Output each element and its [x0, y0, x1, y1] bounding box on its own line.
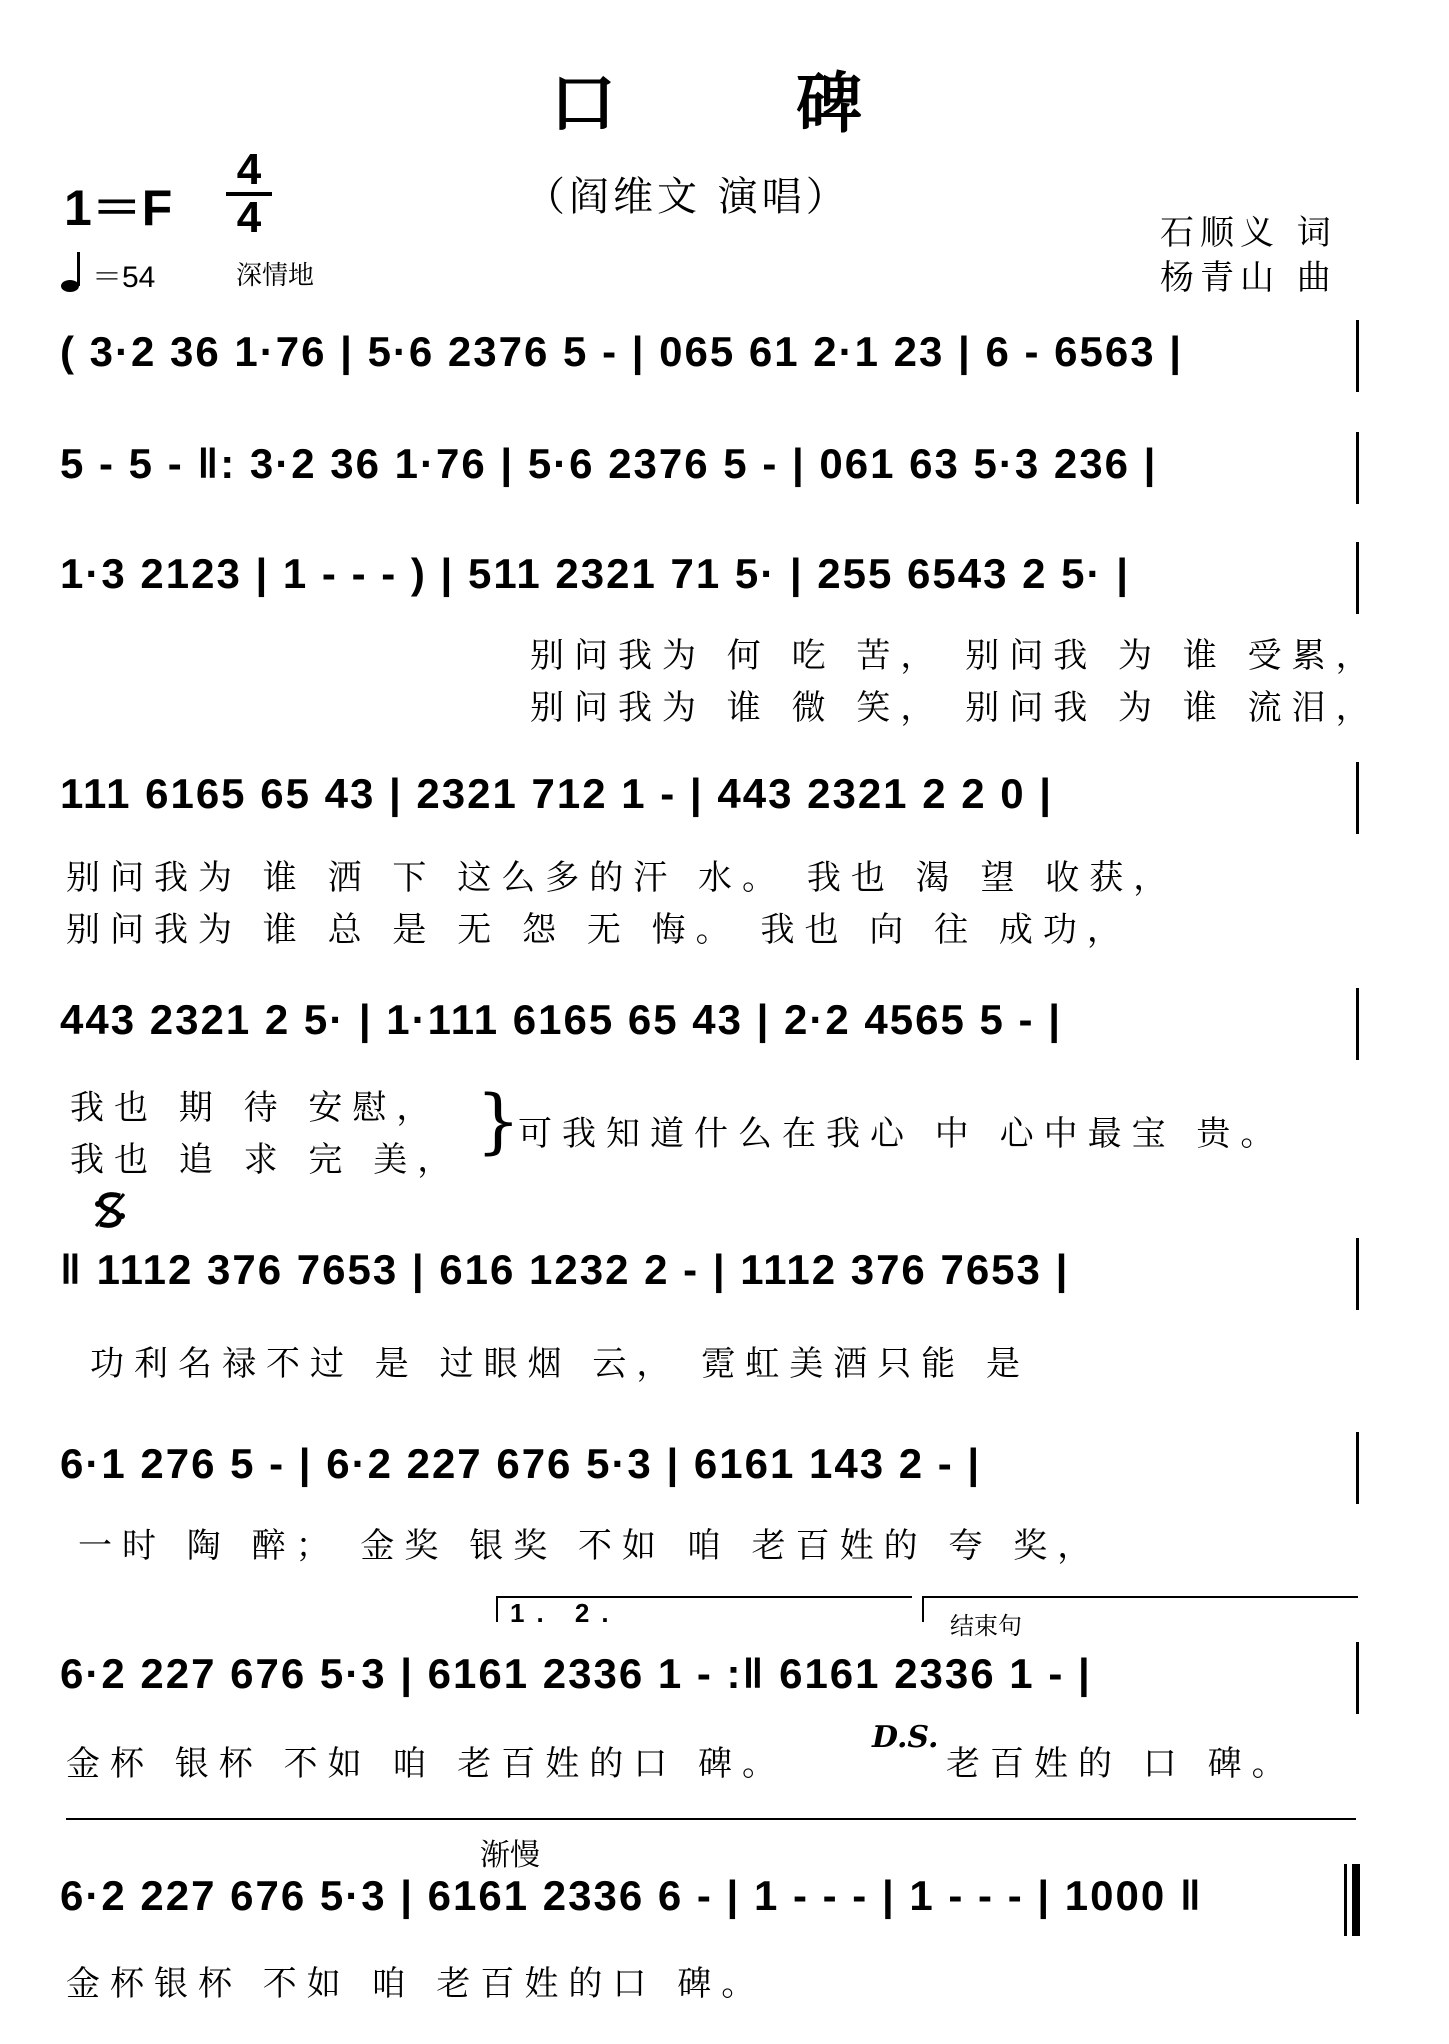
score-system-8: 6·2 227 676 5·3 | 6161 2336 1 - :‖ 6161 2336 1 - | — [60, 1650, 1092, 1697]
final-barline — [1352, 1864, 1360, 1936]
barline — [1356, 432, 1359, 504]
song-title: 口碑 — [550, 64, 1042, 142]
performer-credit: （阎维文 演唱） — [525, 174, 850, 220]
score-system-3: 1·3 2123 | 1 - - - ) | 511 2321 71 5· | 255 6543 2 5· | — [60, 550, 1130, 597]
lyric-line-ending: 老百姓的 口 碑。 — [946, 1744, 1296, 1784]
score-system-7: 6·1 276 5 - | 6·2 227 676 5·3 | 6161 143 2 - | — [60, 1440, 982, 1487]
score-system-1: ( 3·2 36 1·76 | 5·6 2376 5 - | 065 61 2·1 23 | 6 - 6563 | — [60, 328, 1183, 375]
lyric-line-verse-2: 别问我为 谁 总 是 无 怨 无 悔。 我也 向 往 成功， — [66, 910, 1131, 950]
barline — [1356, 542, 1359, 614]
lyric-line-verse-1: 金杯 银杯 不如 咱 老百姓的口 碑。 — [66, 1744, 787, 1784]
ritardando-marking: 渐慢 — [480, 1838, 540, 1873]
tempo-marking: ＝54 — [92, 261, 156, 294]
barline — [1356, 762, 1359, 834]
time-signature-bottom: 4 — [236, 193, 262, 242]
score-system-6: ‖ 1112 376 7653 | 616 1232 2 - | 1112 376 7653 | — [60, 1246, 1070, 1293]
dal-segno-marking: D.S. — [872, 1720, 939, 1755]
score-system-9: 6·2 227 676 5·3 | 6161 2336 6 - | 1 - - - | 1 - - - | 1000 ‖ — [60, 1872, 1203, 1919]
score-system-5: 443 2321 2 5· | 1·111 6165 65 43 | 2·2 4565 5 - | — [60, 996, 1062, 1043]
segno-icon — [90, 1190, 130, 1230]
ending-label: 结束句 — [950, 1612, 1022, 1640]
barline — [1356, 988, 1359, 1060]
lyricist-credit: 石顺义 词 — [1160, 213, 1337, 253]
composer-credit: 杨青山 曲 — [1160, 258, 1337, 298]
barline — [1356, 1642, 1359, 1714]
barline — [1356, 1238, 1359, 1310]
score-system-2: 5 - 5 - ‖: 3·2 36 1·76 | 5·6 2376 5 - | 061 63 5·3 236 | — [60, 440, 1158, 487]
key-signature: 1＝F — [64, 180, 173, 236]
lyric-line-verse-1: 一时 陶 醉； 金奖 银奖 不如 咱 老百姓的 夸 奖， — [78, 1526, 1102, 1566]
brace-icon: } — [476, 1080, 521, 1162]
lyric-line-verse-1: 别问我为 谁 洒 下 这么多的汗 水。 我也 渴 望 收获， — [66, 858, 1178, 898]
lyric-line-verse-2: 别问我为 谁 微 笑， 别问我 为 谁 流泪， — [530, 688, 1380, 728]
volta-label: 1. 2. — [510, 1598, 621, 1628]
time-signature-top: 4 — [236, 145, 262, 194]
system-divider — [66, 1818, 1356, 1820]
barline — [1356, 320, 1359, 392]
lyric-line-common: 可我知道什么在我心 中 心中最宝 贵。 — [518, 1114, 1285, 1154]
lyric-line-verse-1: 我也 期 待 安慰， — [70, 1088, 441, 1128]
score-system-4: 111 6165 65 43 | 2321 712 1 - | 443 2321 2 2 0 | — [60, 770, 1054, 817]
expression-marking: 深情地 — [236, 261, 315, 291]
lyric-line-verse-1: 别问我为 何 吃 苦， 别问我 为 谁 受累， — [530, 636, 1380, 676]
quarter-note-icon — [60, 250, 90, 294]
time-signature — [226, 145, 272, 242]
lyric-line-verse-1: 金杯银杯 不如 咱 老百姓的口 碑。 — [66, 1964, 766, 2004]
lyric-line-verse-2: 我也 追 求 完 美， — [70, 1140, 462, 1180]
barline — [1344, 1864, 1347, 1936]
lyric-line-verse-1: 功利名禄不过 是 过眼烟 云， 霓虹美酒只能 是 — [90, 1344, 1031, 1384]
barline — [1356, 1432, 1359, 1504]
